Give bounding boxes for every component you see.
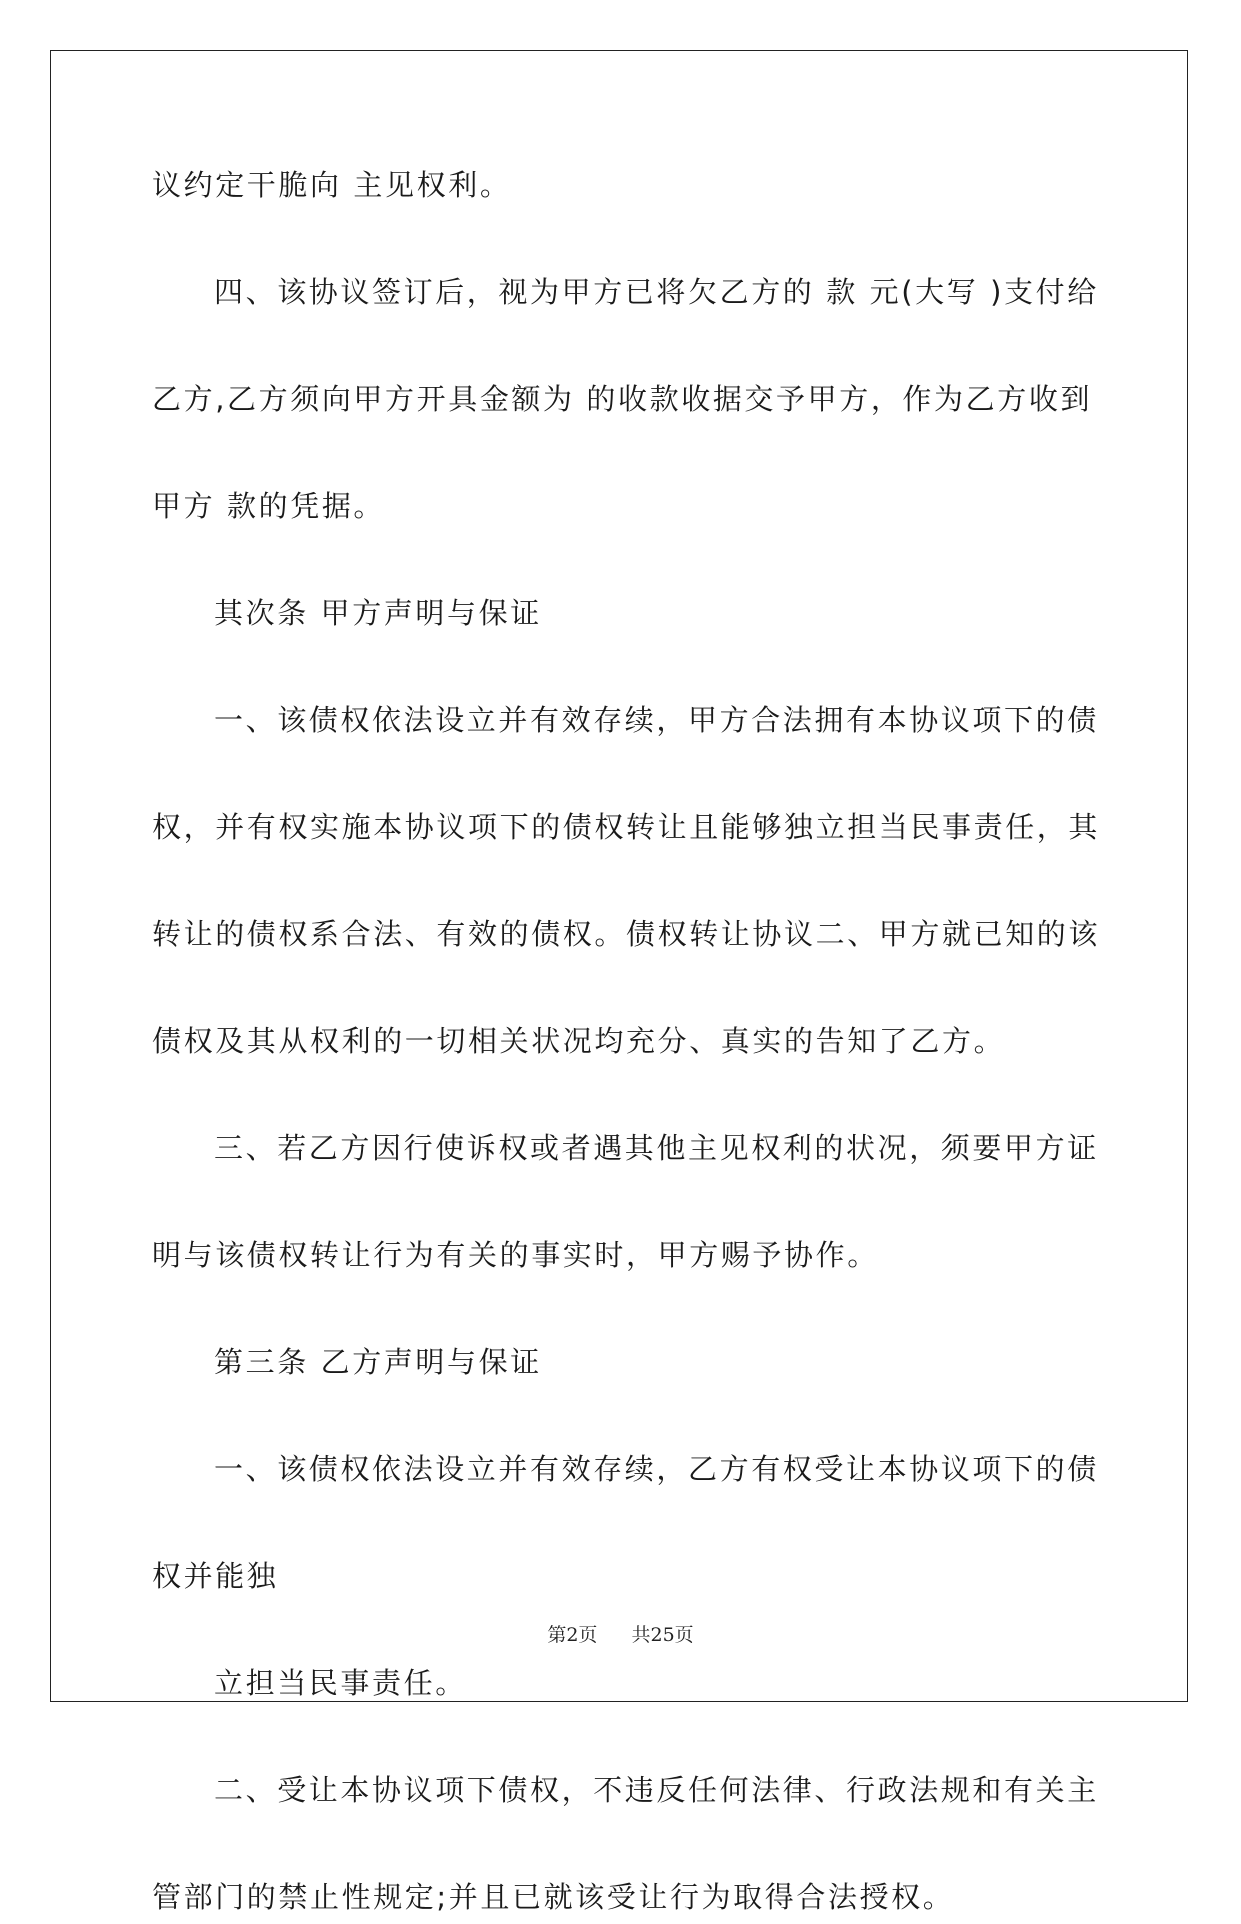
- text-line: 三、若乙方因行使诉权或者遇其他主见权利的状况，须要甲方证: [214, 1131, 1099, 1165]
- text-line: 转让的债权系合法、有效的债权。债权转让协议二、甲方就已知的该: [152, 917, 1101, 951]
- section-heading: 第三条 乙方声明与保证: [214, 1345, 542, 1379]
- page-number: 第2页: [547, 1624, 598, 1646]
- text-line: 二、受让本协议项下债权，不违反任何法律、行政法规和有关主: [214, 1773, 1099, 1807]
- text-line: 甲方 款的凭据。: [152, 489, 386, 523]
- text-line: 管部门的禁止性规定;并且已就该受让行为取得合法授权。: [152, 1880, 955, 1914]
- text-line: 一、该债权依法设立并有效存续，甲方合法拥有本协议项下的债: [214, 703, 1099, 737]
- text-line: 债权及其从权利的一切相关状况均充分、真实的告知了乙方。: [152, 1024, 1006, 1058]
- page-total: 共25页: [631, 1624, 694, 1646]
- text-line: 明与该债权转让行为有关的事实时，甲方赐予协作。: [152, 1238, 879, 1272]
- document-body: [152, 158, 1101, 1924]
- text-line: 一、该债权依法设立并有效存续，乙方有权受让本协议项下的债: [214, 1452, 1099, 1486]
- section-heading: 其次条 甲方声明与保证: [214, 596, 542, 630]
- text-line: 乙方,乙方须向甲方开具金额为 的收款收据交予甲方，作为乙方收到: [152, 382, 1093, 416]
- text-line: 四、该协议签订后，视为甲方已将欠乙方的 款 元(大写 )支付给: [214, 275, 1099, 309]
- text-line: 议约定干脆向 主见权利。: [152, 168, 512, 202]
- text-line: 权并能独: [152, 1559, 279, 1593]
- text-line: 立担当民事责任。: [214, 1666, 467, 1700]
- page-footer: [0, 1620, 1241, 1647]
- text-line: 权，并有权实施本协议项下的债权转让且能够独立担当民事责任，其: [152, 810, 1101, 844]
